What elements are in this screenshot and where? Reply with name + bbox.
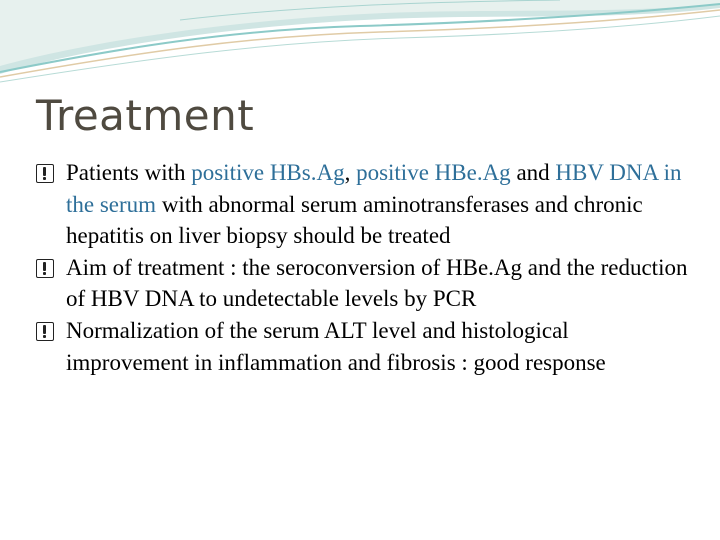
bullet-text: Patients with bbox=[66, 160, 192, 185]
bullet-item bbox=[36, 252, 696, 315]
slide-title: Treatment bbox=[36, 91, 255, 140]
bullet-text: with abnormal serum aminotransferases and chronic hepatitis on liver biopsy should be treated bbox=[66, 191, 643, 249]
missing-glyph-icon bbox=[36, 164, 54, 183]
bullet-item bbox=[36, 315, 696, 378]
bullet-text: , bbox=[344, 160, 357, 185]
bullet-item bbox=[36, 157, 696, 252]
bullet-text: Aim of treatment : the seroconversion of HBe.Ag and the reduction of HBV DNA to undetectable levels by PCR bbox=[66, 254, 688, 312]
missing-glyph-icon bbox=[36, 259, 54, 278]
bullet-text: Normalization of the serum ALT level and histological improvement in inflammation and fibrosis : good response bbox=[66, 317, 606, 375]
bullet-list bbox=[36, 157, 696, 378]
bullet-highlight: positive HBe.Ag bbox=[356, 160, 511, 185]
bullet-highlight: positive HBs.Ag bbox=[191, 160, 345, 185]
bullet-highlight: HBV DNA in the serum bbox=[66, 160, 682, 217]
bullet-text: and bbox=[510, 160, 556, 185]
decorative-banner bbox=[0, 0, 720, 90]
missing-glyph-icon bbox=[36, 322, 54, 341]
